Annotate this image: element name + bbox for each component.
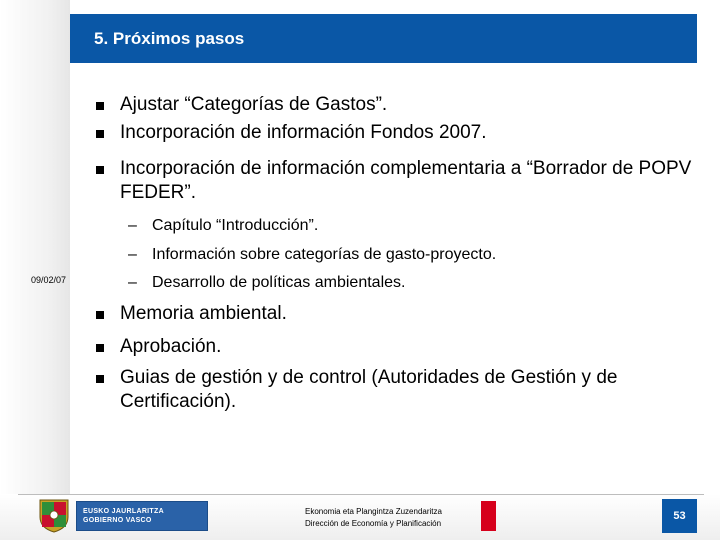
bullet-text: Guias de gestión y de control (Autoridades de Gestión y de Certificación). xyxy=(120,367,618,412)
sub-bullet-item xyxy=(128,244,692,266)
square-bullet-icon xyxy=(96,102,104,110)
sub-bullet-text: Información sobre categorías de gasto-proyecto. xyxy=(152,246,497,263)
slide-title: 5. Próximos pasos xyxy=(94,28,245,48)
left-gradient-strip xyxy=(0,0,70,540)
square-bullet-icon xyxy=(96,166,104,174)
logo-text-spanish: GOBIERNO VASCO xyxy=(83,517,152,524)
square-bullet-icon xyxy=(96,375,104,383)
slide-date: 09/02/07 xyxy=(31,275,67,285)
page-number-box xyxy=(662,499,697,533)
sub-bullet-item xyxy=(128,215,692,237)
square-bullet-icon xyxy=(96,344,104,352)
bullet-text: Aprobación. xyxy=(120,336,222,357)
bullet-item xyxy=(120,93,710,117)
bullet-text: Incorporación de información complementaria a “Borrador de POPV FEDER”. xyxy=(120,158,692,203)
coat-of-arms-icon xyxy=(36,497,72,533)
dash-bullet-icon: – xyxy=(128,274,137,291)
bullet-text: Ajustar “Categorías de Gastos”. xyxy=(120,94,388,115)
bullet-text: Incorporación de información Fondos 2007. xyxy=(120,122,487,143)
bullet-text: Memoria ambiental. xyxy=(120,303,287,324)
bullet-item xyxy=(120,121,710,145)
org-name-spanish: Dirección de Economía y Planificación xyxy=(305,519,442,528)
logo-text-basque: EUSKO JAURLARITZA xyxy=(83,508,164,515)
title-bar xyxy=(70,14,697,63)
red-accent-bar xyxy=(481,501,496,531)
bullet-item xyxy=(120,366,710,414)
org-name-basque: Ekonomia eta Plangintza Zuzendaritza xyxy=(305,507,442,516)
square-bullet-icon xyxy=(96,130,104,138)
sub-bullet-text: Capítulo “Introducción”. xyxy=(152,217,319,234)
sub-bullet-text: Desarrollo de políticas ambientales. xyxy=(152,274,406,291)
footer-organization xyxy=(305,506,442,530)
footer-divider xyxy=(18,494,704,495)
dash-bullet-icon: – xyxy=(128,246,137,263)
square-bullet-icon xyxy=(96,311,104,319)
bullet-item xyxy=(120,335,710,359)
dash-bullet-icon: – xyxy=(128,217,137,234)
gobierno-vasco-logo xyxy=(36,497,176,535)
logo-wordmark-box xyxy=(76,501,208,531)
bullet-item xyxy=(120,157,710,205)
page-number: 53 xyxy=(673,510,686,522)
bullet-item xyxy=(120,302,710,326)
sub-bullet-item xyxy=(128,272,692,294)
